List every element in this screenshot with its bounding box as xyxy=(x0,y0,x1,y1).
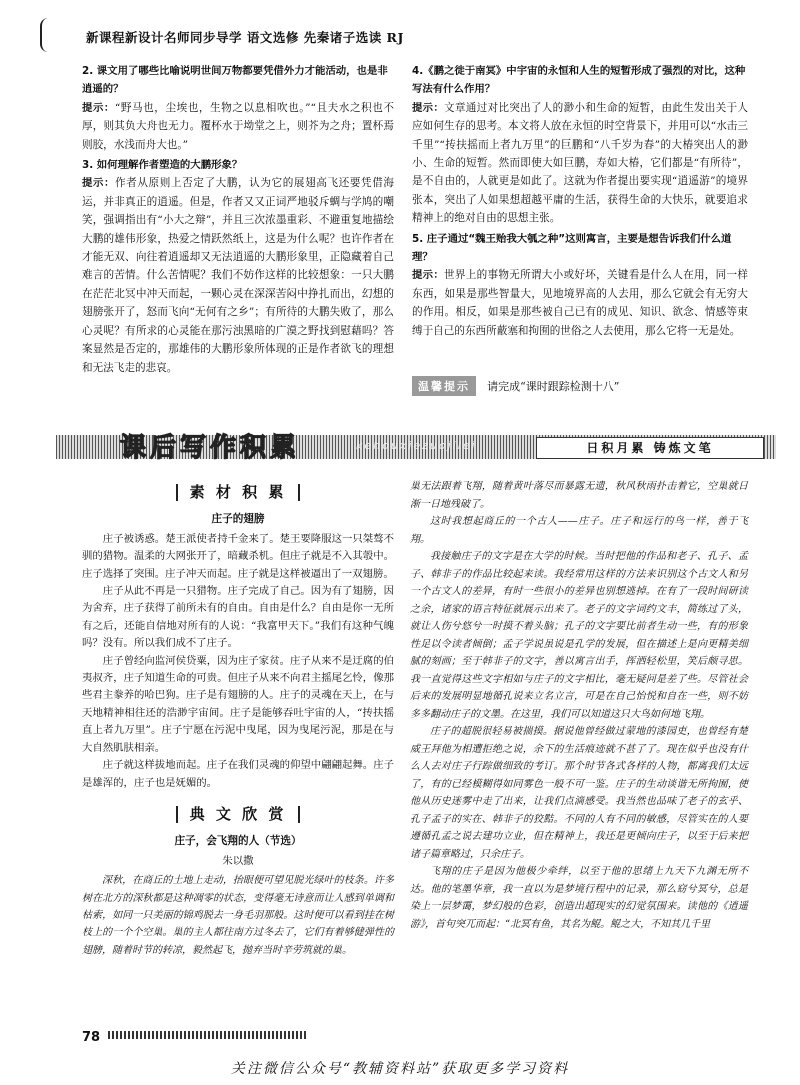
question-5: 5. 庄子通过“魏王贻我大瓠之种”这则寓言，主要是想告诉我们什么道理？ xyxy=(412,232,732,264)
answer-2: 提示：“野马也，尘埃也，生物之以息相吹也。”“且夫水之积也不厚，则其负大舟也无力。覆杯水于坳堂之上，则芥为之舟；置杯焉则胶，水浅而舟大也。” xyxy=(82,101,395,151)
classic-paragraph: 巢无法跟着飞翔，随着黄叶落尽而暴露无遗，秋风秋雨扑击着它，空巢就日渐一日地残破了。 xyxy=(410,481,748,510)
tip-label: 温馨提示 xyxy=(412,376,476,396)
question-4: 4.《鹏之徙于南冥》中宇宙的永恒和人生的短暂形成了强烈的对比，这种写法有什么作用？ xyxy=(412,65,746,96)
banner-title: 课后写作积累 xyxy=(120,433,301,463)
right-article-column xyxy=(410,478,748,933)
answer-3: 提示：作者从原则上否定了大鹏，认为它的展翅高飞还要凭借海运，并非真正的逍遥。但是，作者又又正词严地驳斥蜩与学鸠的嘲笑，强调指出有“小大之辩”，并且三次浓墨重彩、不避重复地描绘大鹏的雄伟形象，热爱之情跃然纸上，这是为什么呢？也许作者在才能无双、向往着逍遥却又无法逍遥的大鹏形象里，正隐藏着自己难言的苦情。什么苦情呢？我们不妨作这样的比较想象：一只大鹏在茫茫北冥中冲天而起，一颗心灵在深深苦闷中挣扎而出，幻想的翅膀张开了，怒而飞向“无何有之乡”；有所待的大鹏失败了，那么心灵呢？有所求的心灵能在那污浊黑暗的广漠之野找到慰藉吗？答案显然是否定的，那雄伟的大鹏形象所体现的正是作者欲飞的理想和无法飞走的悲哀。 xyxy=(82,177,395,374)
tip-box xyxy=(412,375,747,397)
material-title: 庄子的翅膀 xyxy=(211,513,265,526)
answer-5: 提示：世界上的事物无所谓大小或好坏，关键看是什么人在用，同一样东西，如果是那些智量大，见地境界高的人去用，那么它就会有无穷大的作用。相反，如果是那些被自己已有的成见、知识、欲念、情感等束缚于自己的东西所蔽塞和拘囿的世俗之人去使用，那么它将一无是处。 xyxy=(412,269,749,337)
answer-4: 提示：文章通过对比突出了人的渺小和生命的短暂，由此生发出关于人应如何生存的思考。本文将人放在永恒的时空背景下，并用可以“水击三千里”“抟扶摇而上者九万里”的巨鹏和“八千岁为春”的大椿突出人的渺小、生命的短暂。然而即使大如巨鹏，寿如大椿，它们都是“有所待”，是不自由的，人就更是如此了。这就为作者提出要实现“逍遥游”的境界张本，突出了人如果想超越平庸的生活，获得生命的大快乐，就要追求精神上的绝对自由的思想主张。 xyxy=(412,101,749,225)
material-paragraph: 庄子被诱惑。楚王派使者持千金来了。楚王要降服这一只桀骜不驯的猎物。温柔的大网张开了，暗藏杀机。但庄子就是不入其彀中。庄子选择了突围。庄子冲天而起。庄子就是这样被逼出了一双翅膀。 xyxy=(82,532,394,580)
classic-author: 朱以撒 xyxy=(222,854,254,867)
page-number-rule xyxy=(108,1031,308,1039)
classic-title: 庄子，会飞翔的人（节选） xyxy=(174,835,302,848)
header-bracket xyxy=(40,18,52,52)
classic-paragraph: 飞翔的庄子是因为他极少牵绊，以至于他的思绪上九天下九渊无所不达。他的笔墨华章，我一直以为是梦境行程中的记录，那么窈兮冥兮，总是染上一层梦霭，梦幻般的色彩，创造出超现实的幻觉氛围来。读他的《逍遥游》，首句突兀而起：“北冥有鱼，其名为鲲。鲲之大，不知其几千里 xyxy=(410,866,748,930)
left-article-column xyxy=(82,478,394,959)
footer-watermark: 关注微信公众号“教辅资料站”获取更多学习资料 xyxy=(230,1061,570,1077)
series-title: 新课程新设计名师同步导学 语文选修 先秦诸子选读 RJ xyxy=(86,30,404,45)
material-paragraph: 庄子从此不再是一只猎物。庄子完成了自己。因为有了翅膀，因为舍弃，庄子获得了前所未有的自由。自由是什么？自由是你一无所有之后，还能自信地对所有的人说：“我富甲天下。”我们有这种气魄吗？没有。所以我们成不了庄子。 xyxy=(82,585,394,650)
classic-paragraph: 庄子的超脱很轻易被揣摸。据说他曾经做过蒙地的漆园吏，也曾经有楚威王拜他为相遭拒绝之说，余下的生活痕迹就不甚了了。现在似乎也没有什么人去对庄子行踪做细致的考订。那个时节各式各样的人物，都离我们太远了，有的已经模糊得如同雾色一般不可一鉴。庄子的生动谈谐无所拘囿，使他从历史迷雾中走了出来，让我们点滴感受。我当然也品味了老子的玄乎、孔子孟子的实在、韩非子的狡黠。不同的人有不同的敏感，尽管实在的人要遵循孔孟之说去建功立业，但在精神上，我还是更倾向庄子，以至于后来把诸子篇章略过，只余庄子。 xyxy=(410,726,748,860)
classic-paragraph: 这时我想起商丘的一个古人——庄子。庄子和远行的鸟一样，善于飞翔。 xyxy=(410,516,748,545)
questions-left-column xyxy=(82,62,394,379)
questions-right-column xyxy=(412,62,748,342)
banner-pinyin: kehouxiezuojilei xyxy=(356,439,477,452)
question-2: 2. 课文用了哪些比喻说明世间万物都要凭借外力才能活动，也是非逍遥的？ xyxy=(82,65,388,96)
material-paragraph: 庄子曾经向监河侯贷粟，因为庄子家贫。庄子从来不是迂腐的伯夷叔齐，庄子知道生命的可贵。但庄子从来不向君主摇尾乞怜，像那些君主豢养的哈巴狗。庄子是有翅膀的人。庄子的灵魂在天上，在与天地精神相往还的浩渺宇宙间。庄子是能够吞吐宇宙的人，“抟扶摇直上者九万里”。庄子宁愿在污泥中曳尾，因为曳尾污泥，那是在与大自然肌肤相亲。 xyxy=(82,654,394,754)
classic-paragraph: 深秋，在商丘的土地上走动，抬眼便可望见脱光绿叶的枝条。许多树在北方的深秋都是这种凋零的状态，变得毫无诗意而让人感到单调和枯索，如同一只美丽的锦鸡脱去一身毛羽那般。这时便可以看到挂在树枝上的一个个空巢。巢的主人都往南方过冬去了，它们有着够健弹性的翅膀，随着时节的转凉，毅然起飞，抛弃当时辛劳筑就的巢。 xyxy=(82,875,394,956)
page-number: 78 xyxy=(82,1026,322,1044)
question-3: 3. 如何理解作者塑造的大鹏形象？ xyxy=(82,159,243,172)
material-paragraph: 庄子就这样拔地而起。庄子在我们灵魂的仰望中翩翩起舞。庄子是雄浑的，庄子也是妩媚的。 xyxy=(82,759,394,789)
section-banner xyxy=(56,425,776,467)
classic-section-title: 典 文 欣 赏 xyxy=(82,806,394,825)
banner-slogan: 日积月累 铸炼文笔 xyxy=(536,437,764,459)
material-section-title: 素 材 积 累 xyxy=(82,484,394,503)
tip-text: 请完成“课时跟踪检测十八” xyxy=(487,380,620,393)
classic-paragraph: 我接触庄子的文字是在大学的时候。当时把他的作品和老子、孔子、孟子、韩非子的作品比较起来读。我经常用这样的方法来识别这个古文人和另一个古文人的差异，有时一些很小的差异也别想逃掉。在有了一段时间研读之余，诸家的语言特征就展示出来了。老子的文字词约文丰，简练过了头，就让人伤兮悠兮一时摸不着头脑；孔子的文字要比前者生动一些，有的形象性足以令读者倾倒；孟子学说虽说是孔学的发展，但在描述上是向更精美细腻的刻画；至于韩非子的文字，善以寓言出手，挥洒轻松里，笑后颇寻思。我一直觉得这些文字相如与庄子的文字相比，毫无疑问是差了些。尽管社会后来的发展明显地循孔说来立名立言，可是在自己怡悦和自在一些，则不妨多多翻动庄子的文墨。在这里，我们可以知道这只大鸟如何地飞翔。 xyxy=(410,551,748,720)
page-header xyxy=(40,14,760,54)
